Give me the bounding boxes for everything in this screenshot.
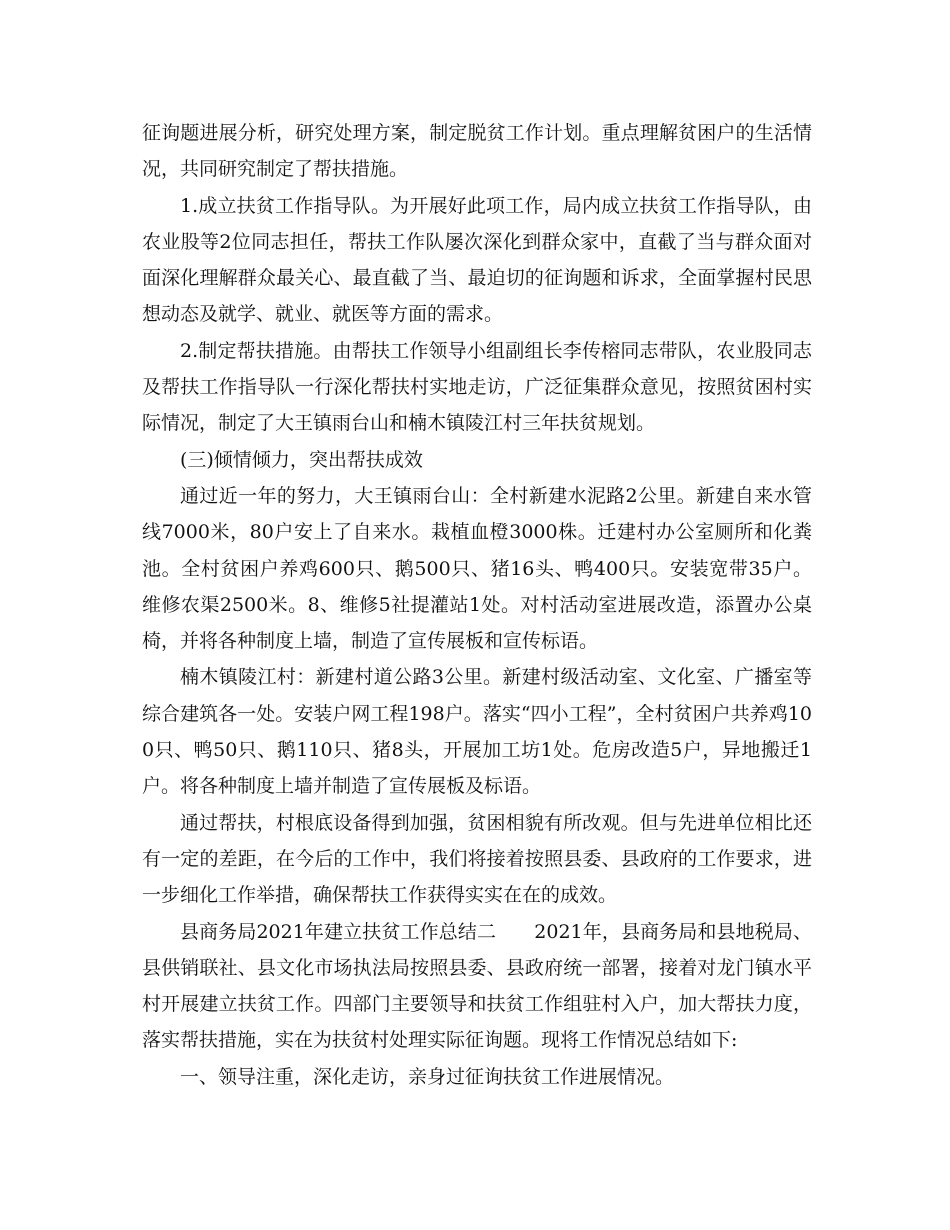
paragraph-lingjiang-results: 楠木镇陵江村：新建村道公路3公里。新建村级活动室、文化室、广播室等综合建筑各一处。安装户网工程198户。落实“四小工程”，全村贫困户共养鸡100只、鸭50只、鹅110只、猪8头，开展加工坊1处。危房改造5户，异地搬迁1户。将各种制度上墙并制造了宣传展板及标语。 xyxy=(142,666,812,798)
paragraph-guidance-team: 1.成立扶贫工作指导队。为开展好此项工作，局内成立扶贫工作指导队，由农业股等2位同志担任，帮扶工作队屡次深化到群众家中，直截了当与群众面对面深化理解群众最关心、最直截了当、最迫切的征询题和诉求，全面掌握村民思想动态及就学、就业、就医等方面的需求。 xyxy=(142,194,812,326)
paragraph-assistance-measures: 2.制定帮扶措施。由帮扶工作领导小组副组长李传榕同志带队，农业股同志及帮扶工作指导队一行深化帮扶村实地走访，广泛征集群众意见，按照贫困村实际情况，制定了大王镇雨台山和楠木镇陵江村三年扶贫规划。 xyxy=(142,339,812,435)
paragraph-summary: 通过帮扶，村根底设备得到加强，贫困相貌有所改观。但与先进单位相比还有一定的差距，在今后的工作中，我们将接着按照县委、县政府的工作要求，进一步细化工作举措，确保帮扶工作获得实实在在的成效。 xyxy=(142,811,812,907)
paragraph-continuation: 征询题进展分析，研究处理方案，制定脱贫工作计划。重点理解贫困户的生活情况，共同研究制定了帮扶措施。 xyxy=(142,122,812,181)
document-body xyxy=(142,115,812,1095)
paragraph-second-report-intro: 县商务局2021年建立扶贫工作总结二 2021年，县商务局和县地税局、县供销联社、县文化市场执法局按照县委、县政府统一部署，接着对龙门镇水平村开展建立扶贫工作。四部门主要领导和扶贫工作组驻村入户，加大帮扶力度，落实帮扶措施，实在为扶贫村处理实际征询题。现将工作情况总结如下: xyxy=(142,920,812,1052)
section-heading-leadership: 一、领导注重，深化走访，亲身过征询扶贫工作进展情况。 xyxy=(180,1065,675,1088)
paragraph-yutaishan-results: 通过近一年的努力，大王镇雨台山：全村新建水泥路2公里。新建自来水管线7000米，80户安上了自来水。栽植血橙3000株。迁建村办公室厕所和化粪池。全村贫困户养鸡600只、鹅500只、猪16头、鸭400只。安装宽带35户。维修农渠2500米。8、维修5社提灌站1处。对村活动室进展改造，添置办公桌椅，并将各种制度上墙，制造了宣传展板和宣传标语。 xyxy=(142,484,812,653)
section-heading-results: (三)倾情倾力，突出帮扶成效 xyxy=(180,448,423,471)
